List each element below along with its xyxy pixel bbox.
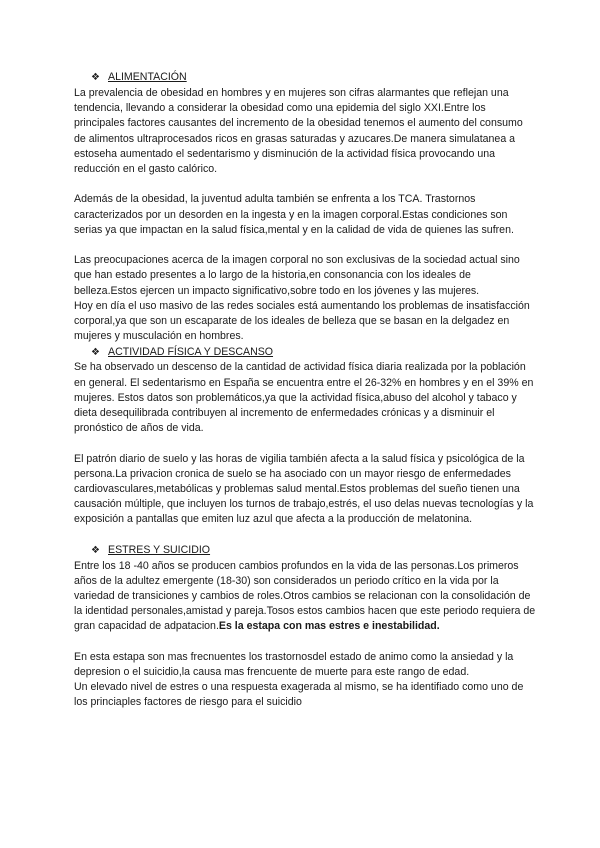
paragraph: El patrón diario de suelo y las horas de vigilia también afecta a la salud física y psicológica de la persona.La privacion cronica de suelo se ha asociado con un mayor riesgo de enfermedades cardiovasculares,metabólicas y problemas salud mental.Estos problemas del sueño tienen una causación múltiple, que incluyen los turnos de trabajo,estrés, el uso delas nuevas tecnologías y la exposición a pantallas que emiten luz azul que afecta a la producción de melatonina. xyxy=(74,452,534,526)
paragraph xyxy=(74,559,536,635)
section-estres-suicidio xyxy=(74,543,536,711)
section-alimentacion xyxy=(74,70,536,344)
emphasis-text: Es la estapa con mas estres e inestabilidad. xyxy=(218,620,440,633)
paragraph: Las preocupaciones acerca de la imagen corporal no son exclusivas de la sociedad actual sino que han estado presentes a lo largo de la historia,en consonancia con los ideales de belleza.Estos ejercen un impacto significativo,sobre todo en los jóvenes y las mujeres. xyxy=(74,254,520,297)
diamond-bullet-icon: ❖ xyxy=(91,346,100,358)
diamond-bullet-icon: ❖ xyxy=(91,72,100,84)
section-heading xyxy=(74,70,536,86)
paragraph: Hoy en día el uso masivo de las redes sociales está aumentando los problemas de insatisfacción corporal,ya que son un escaparate de los ideales de belleza que se basan en la delgadez en mujeres y musculación en hombres. xyxy=(74,299,530,343)
paragraph: La prevalencia de obesidad en hombres y en mujeres son cifras alarmantes que reflejan una tendencia, llevando a considerar la obesidad como una epidemia del siglo XXI.Entre los principales factores causantes del incremento de la obesidad tenemos el aumento del consumo de alimentos ultraprocesados ricos en grasas saturadas y azucares.De manera simulatanea a estoseha aumentado el sedentarismo y disminución de la actividad física provocando una reducción en el gasto calórico. xyxy=(74,87,523,176)
paragraph: Un elevado nivel de estres o una respuesta exagerada al mismo, se ha identifiado como uno de los princiaples factores de riesgo para el suicidio xyxy=(74,681,524,709)
section-heading xyxy=(74,344,536,360)
section-heading xyxy=(74,543,536,559)
diamond-bullet-icon: ❖ xyxy=(91,545,100,557)
paragraph: Además de la obesidad, la juventud adulta también se enfrenta a los TCA. Trastornos caracterizados por un desorden en la ingesta y en la imagen corporal.Estas condiciones son serias ya que impactan en la salud física,mental y en la calidad de vida de quienes las sufren. xyxy=(74,193,514,236)
section-title: ESTRES Y SUICIDIO xyxy=(108,544,211,557)
section-title: ALIMENTACIÓN xyxy=(108,71,187,84)
section-title: ACTIVIDAD FÍSICA Y DESCANSO xyxy=(108,345,274,358)
paragraph: En esta estapa son mas frecnuentes los trastornosdel estado de animo como la ansiedad y la depresion o el suicidio,la causa mas frencuente de muerte para este rango de edad. xyxy=(74,650,514,679)
paragraph-text: Entre los 18 -40 años se producen cambios profundos en la vida de las personas.Los primeros años de la adultez emergente (18-30) son considerados un periodo crítico en la vida por la variedad de transiciones y cambios de roles.Otros cambios se relacionan con la consolidación de la identidad personales,amistad y pareja.Tosos estos cambios hacen que este periodo requiera de gran capacidad de adpatacion. xyxy=(74,559,536,633)
document-body xyxy=(74,70,536,726)
section-actividad-fisica xyxy=(74,344,536,527)
paragraph: Se ha observado un descenso de la cantidad de actividad física diaria realizada por la población en general. El sedentarismo en España se encuentra entre el 26-32% en hombres y en el 39% en mujeres. Estos datos son problemáticos,ya que la actividad física,abuso del alcohol y tabaco y dieta desequilibrada contribuyen al incremento de enfermedades crónicas y a disminuir el pronóstico de años de vida. xyxy=(74,361,534,435)
